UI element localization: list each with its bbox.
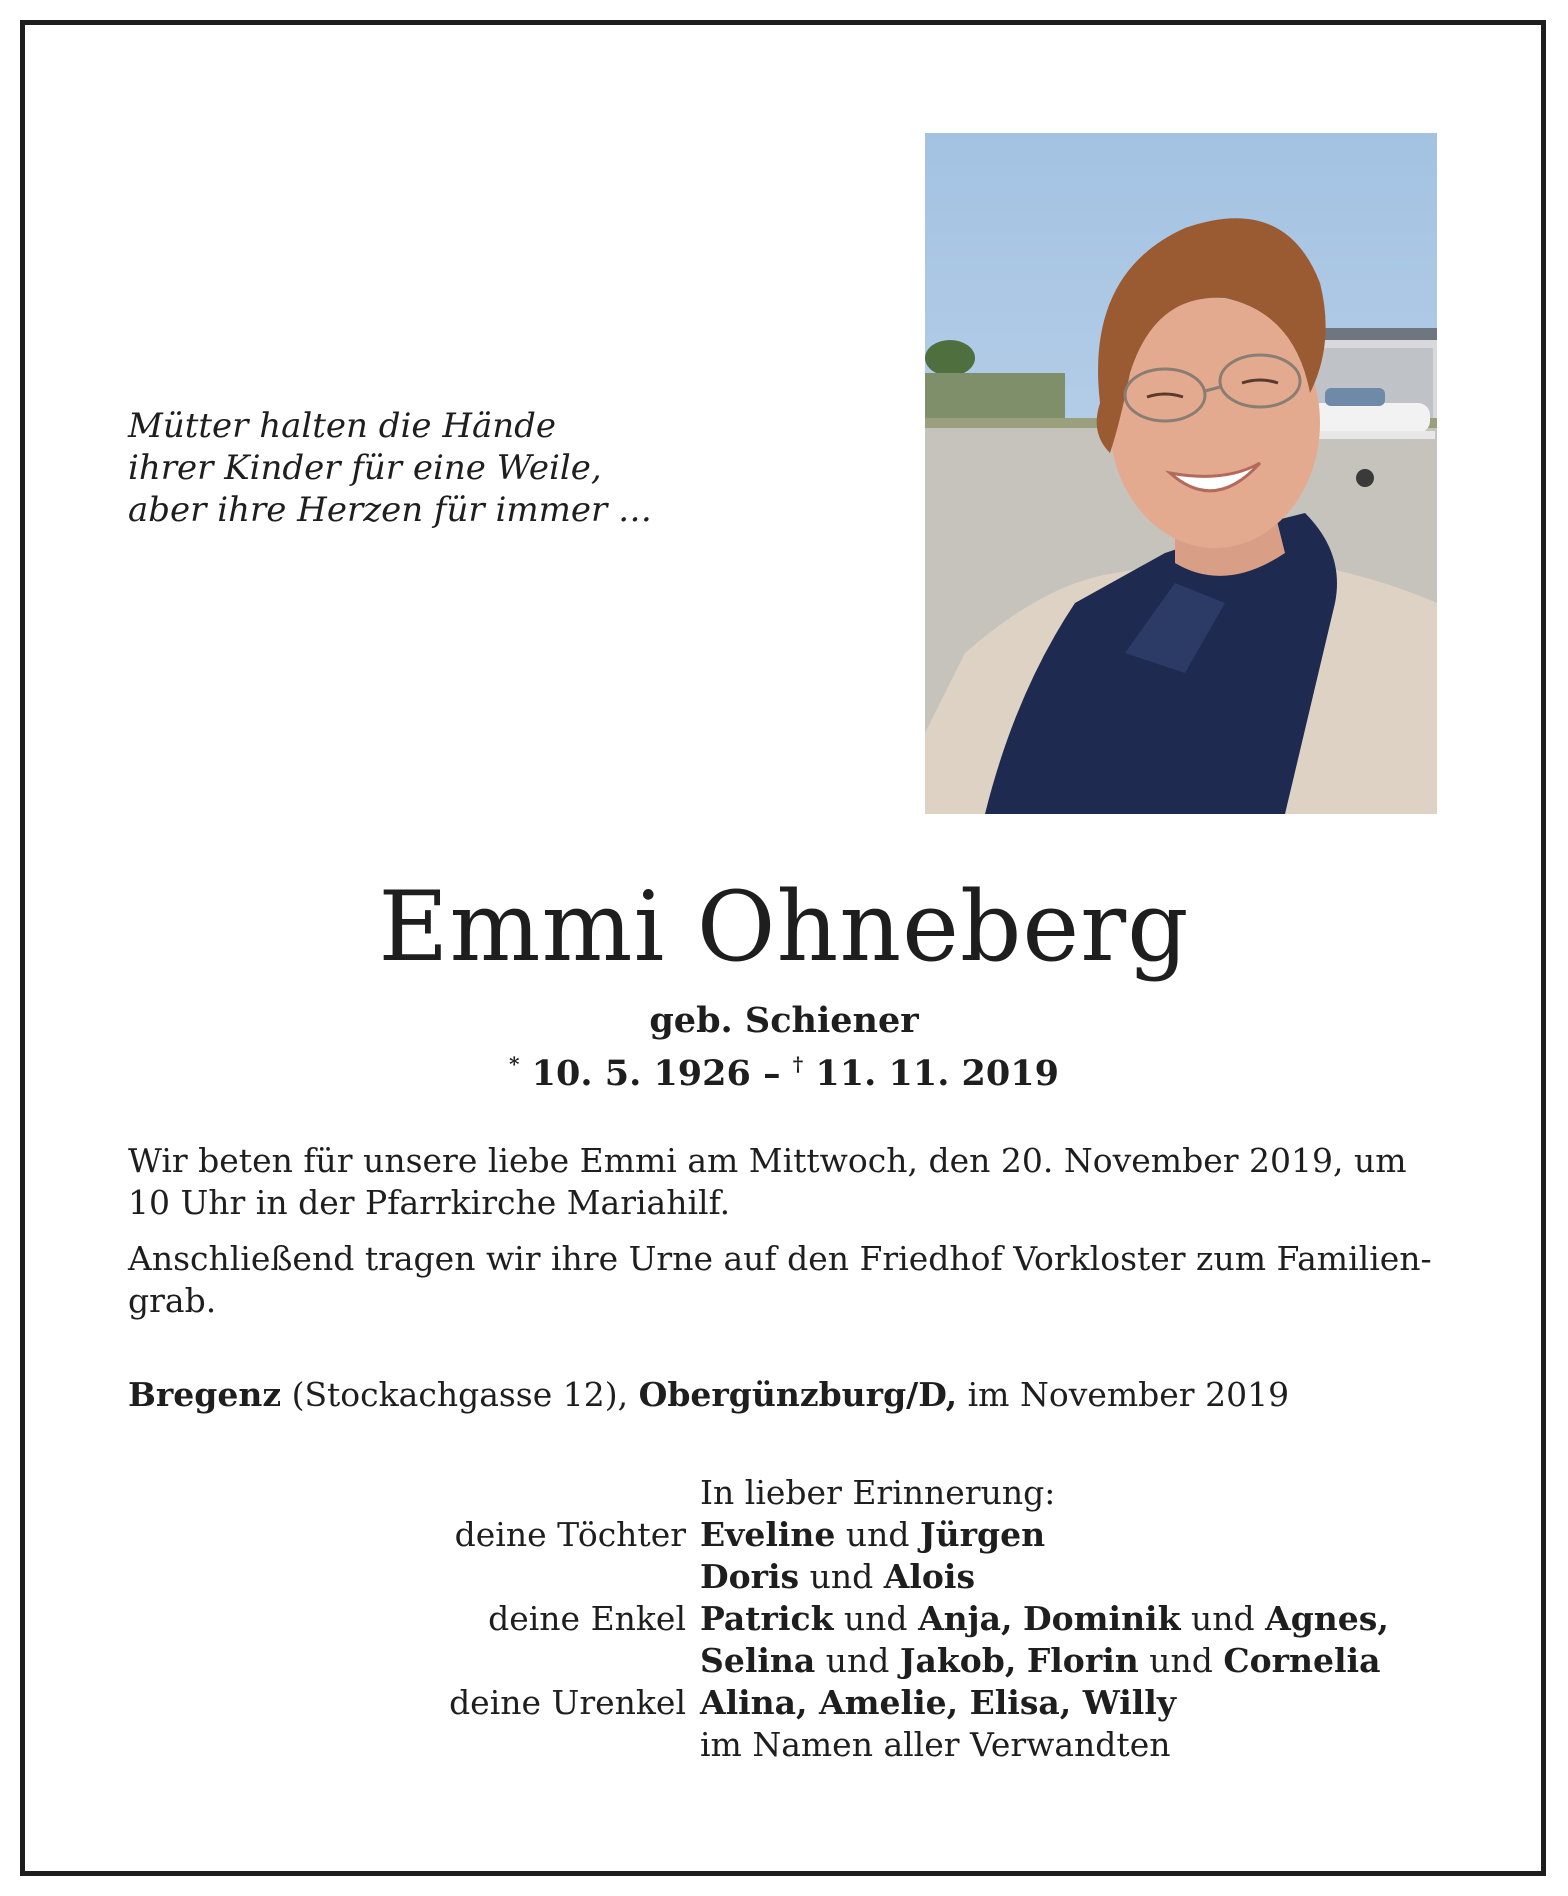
grandchildren-row bbox=[0, 1598, 1568, 1640]
grandchildren-names: Selina und Jakob, Florin und Cornelia bbox=[700, 1641, 1381, 1680]
closing-row bbox=[0, 1724, 1568, 1766]
death-date: 11. 11. 2019 bbox=[815, 1053, 1059, 1094]
text-line: Anschließend tragen wir ihre Urne auf den Friedhof Vorkloster zum Familien- bbox=[128, 1239, 1432, 1278]
daughters-names: Eveline und Jürgen bbox=[700, 1515, 1046, 1554]
deceased-name: Emmi Ohneberg bbox=[378, 871, 1190, 983]
daughters-row bbox=[0, 1514, 1568, 1556]
family-list bbox=[0, 1472, 1568, 1766]
birth-name: geb. Schiener bbox=[649, 1000, 919, 1041]
birth-date: 10. 5. 1926 bbox=[531, 1053, 751, 1094]
portrait-illustration bbox=[925, 133, 1437, 814]
place-and-date bbox=[128, 1374, 1289, 1416]
great-grandchildren-names: Alina, Amelie, Elisa, Willy bbox=[700, 1683, 1177, 1722]
text-line: 10 Uhr in der Pfarrkirche Mariahilf. bbox=[128, 1183, 731, 1222]
month-year: im November 2019 bbox=[957, 1375, 1290, 1414]
daughters-names: Doris und Alois bbox=[700, 1557, 976, 1596]
quote-line: Mütter halten die Hände bbox=[128, 406, 557, 446]
daughters-row-2 bbox=[0, 1556, 1568, 1598]
text-line: Wir beten für unsere liebe Emmi am Mittwoch, den 20. November 2019, um bbox=[128, 1141, 1407, 1180]
memorial-quote bbox=[128, 405, 652, 531]
family-intro-row bbox=[0, 1472, 1568, 1514]
family-intro: In lieber Erinnerung: bbox=[700, 1473, 1056, 1512]
grandchildren-label: deine Enkel bbox=[488, 1599, 686, 1638]
portrait-photo bbox=[925, 133, 1437, 814]
text-line: grab. bbox=[128, 1281, 217, 1320]
grandchildren-names: Patrick und Anja, Dominik und Agnes, bbox=[700, 1599, 1389, 1638]
daughters-label: deine Töchter bbox=[454, 1515, 686, 1554]
closing-line: im Namen aller Verwandten bbox=[700, 1725, 1171, 1764]
quote-line: ihrer Kinder für eine Weile, bbox=[128, 448, 602, 488]
quote-line: aber ihre Herzen für immer … bbox=[128, 490, 653, 530]
city-oberguenzburg: Obergünzburg/D, bbox=[638, 1375, 958, 1414]
great-grandchildren-label: deine Urenkel bbox=[449, 1683, 686, 1722]
service-announcement bbox=[128, 1140, 1448, 1224]
date-dash: – bbox=[763, 1053, 781, 1094]
burial-announcement bbox=[128, 1238, 1448, 1322]
great-grandchildren-row bbox=[0, 1682, 1568, 1724]
death-symbol: † bbox=[792, 1052, 804, 1076]
grandchildren-row-2 bbox=[0, 1640, 1568, 1682]
birth-symbol: * bbox=[509, 1052, 520, 1076]
life-dates bbox=[0, 1042, 1568, 1096]
address: (Stockachgasse 12), bbox=[281, 1375, 639, 1414]
city-bregenz: Bregenz bbox=[128, 1375, 282, 1414]
